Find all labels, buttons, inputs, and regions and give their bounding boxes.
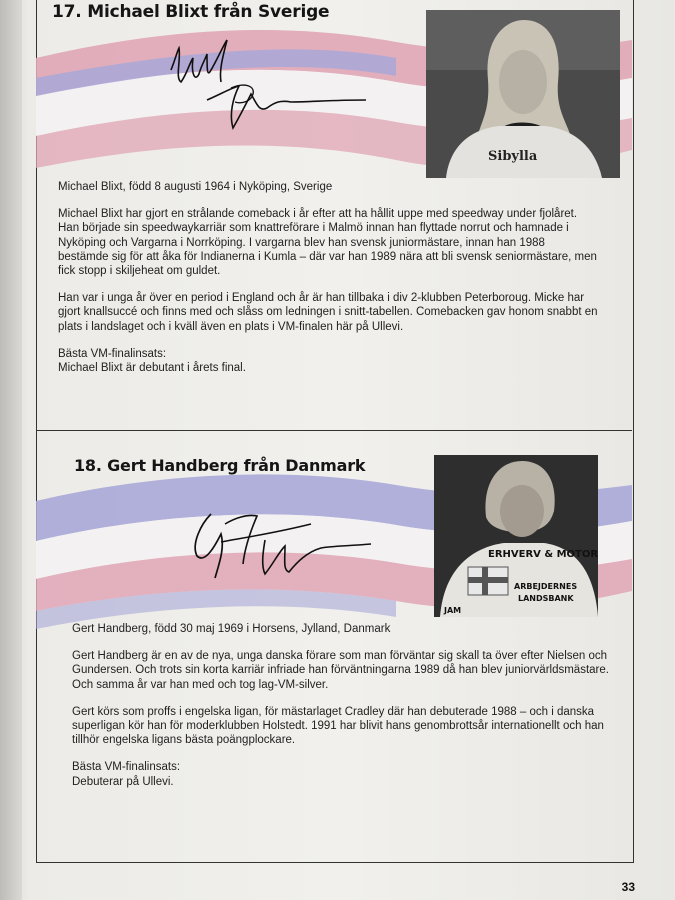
rider-section-blixt bbox=[36, 0, 632, 430]
signature-image bbox=[161, 30, 371, 145]
photo-sponsor-text: LANDSBANK bbox=[518, 594, 574, 603]
photo-sponsor-text: Sibylla bbox=[488, 149, 538, 164]
rider-section-handberg bbox=[36, 431, 632, 862]
photo-sponsor-text: ARBEJDERNES bbox=[514, 582, 578, 591]
bio-paragraph: Han var i unga år över en period i England och år är han tillbaka i div 2-klubben Peterboroug. Micke har gjort knallsuccé och finns med och slåss om ledningen i snitt-tabellen. Comebacken gav honom snabbt en plats i landslaget och i kväll även en plats i VM-finalen här på Ullevi. bbox=[58, 292, 598, 333]
page-number: 33 bbox=[621, 880, 635, 894]
birth-line: Gert Handberg, född 30 maj 1969 i Horsens, Jylland, Danmark bbox=[72, 623, 391, 635]
rider-photo bbox=[434, 455, 598, 617]
photo-sponsor-text: JAM bbox=[444, 606, 462, 615]
signature-image bbox=[181, 494, 381, 599]
bio-paragraph: Michael Blixt har gjort en strålande comeback i år efter att ha hållit uppe med speedway under fjolåret. Han började sin speedwaykarriär som knattreförare i Malmö innan han flyttade norrut och hamnade i Nyköping och Vargarna i Norrköping. I vargarna blev han svensk juniormästare, innan han 1988 bestämde sig för att åka för Indianerna i Kumla – där var han 1989 nära att bli svensk seniormästare, men fick stopp i skiljeheat om guldet. bbox=[58, 208, 597, 278]
best-result-value: Debuterar på Ullevi. bbox=[72, 775, 174, 788]
rider-title: 18. Gert Handberg från Danmark bbox=[74, 456, 366, 475]
bio-paragraph: Gert Handberg är en av de nya, unga danska förare som man förväntar sig skall ta över efter Nielsen och Gundersen. Och trots sin korta karriär infriade han förväntningarna 1989 då han blev juniorvärldsmästare. Och samma år var han med och tog lag-VM-silver. bbox=[72, 650, 609, 691]
page-spine bbox=[0, 0, 22, 900]
rider-bio bbox=[72, 622, 622, 789]
best-result-value: Michael Blixt är debutant i årets final. bbox=[58, 362, 246, 375]
best-result-label: Bästa VM-finalinsats: bbox=[58, 347, 167, 360]
rider-title: 17. Michael Blixt från Sverige bbox=[52, 2, 330, 22]
best-result-label: Bästa VM-finalinsats: bbox=[72, 761, 181, 774]
rider-bio bbox=[58, 180, 598, 375]
rider-photo bbox=[426, 10, 620, 178]
photo-sponsor-text: ERHVERV & MOTOR bbox=[488, 549, 598, 560]
bio-paragraph: Gert körs som proffs i engelska ligan, för mästarlaget Cradley där han debuterade 1988 – och i danska superligan kör han för moderklubben Holstedt. 1991 har blivit hans genombrottsår internationellt och han tillhör engelska ligans bästa poängplockare. bbox=[72, 705, 604, 747]
birth-line: Michael Blixt, född 8 augusti 1964 i Nyköping, Sverige bbox=[58, 181, 333, 193]
